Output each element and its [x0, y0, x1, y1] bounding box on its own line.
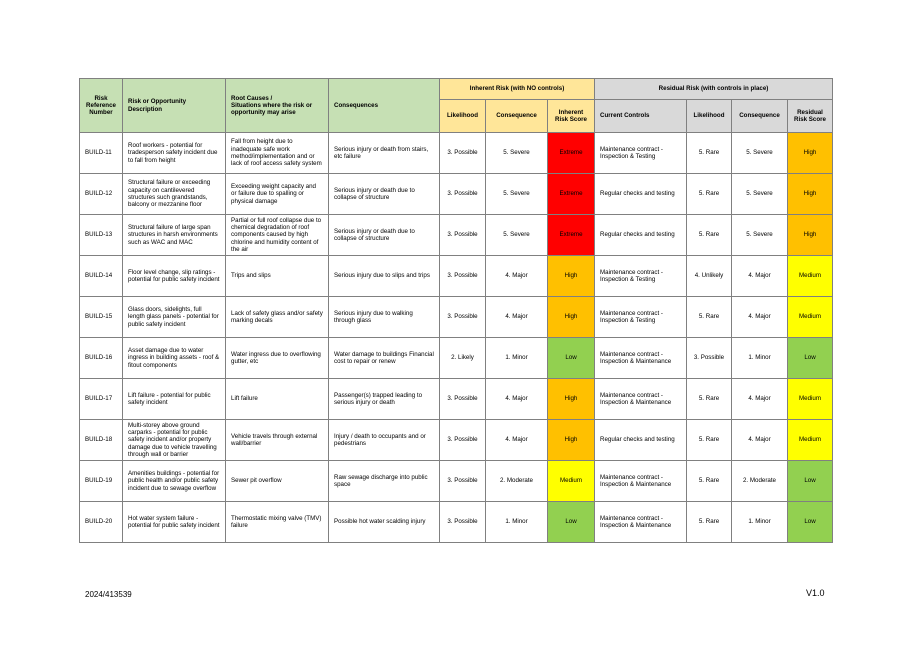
cell-residual-score: Medium — [788, 297, 833, 338]
col-header-ref: Risk Reference Number — [80, 79, 123, 133]
cell-description: Glass doors, sidelights, full length glass panels - potential for public safety incident — [123, 297, 226, 338]
cell-root-cause: Vehicle travels through external wall/barrier — [226, 420, 329, 461]
cell-current-controls: Regular checks and testing — [595, 215, 687, 256]
table-row — [80, 338, 833, 379]
table-row — [80, 461, 833, 502]
cell-residual-score: Low — [788, 502, 833, 543]
cell-consequences: Serious injury or death due to collapse of structure — [329, 174, 440, 215]
cell-ref: BUILD-12 — [80, 174, 123, 215]
cell-residual-likelihood: 5. Rare — [687, 174, 732, 215]
group-header-inherent: Inherent Risk (with NO controls) — [440, 79, 595, 100]
cell-residual-likelihood: 5. Rare — [687, 133, 732, 174]
root-causes-subtitle: Situations where the risk or opportunity may arise — [231, 101, 313, 117]
cell-consequences: Water damage to buildings Financial cost to repair or renew — [329, 338, 440, 379]
cell-inherent-consequence: 5. Severe — [486, 215, 548, 256]
cell-root-cause: Fall from height due to inadequate safe work method/implementation and or lack of roof access safety system — [226, 133, 329, 174]
cell-residual-consequence: 4. Major — [732, 379, 788, 420]
cell-residual-score: High — [788, 133, 833, 174]
cell-root-cause: Partial or full roof collapse due to chemical degradation of roof components caused by high chlorine and humidity content of the air — [226, 215, 329, 256]
cell-current-controls: Maintenance contract - Inspection & Testing — [595, 133, 687, 174]
group-header-residual: Residual Risk (with controls in place) — [595, 79, 833, 100]
table-row — [80, 215, 833, 256]
cell-current-controls: Maintenance contract - Inspection & Maintenance — [595, 502, 687, 543]
col-header-residual-consequence: Consequence — [732, 100, 788, 133]
cell-inherent-likelihood: 3. Possible — [440, 215, 486, 256]
cell-ref: BUILD-18 — [80, 420, 123, 461]
cell-ref: BUILD-16 — [80, 338, 123, 379]
cell-ref: BUILD-14 — [80, 256, 123, 297]
cell-inherent-consequence: 2. Moderate — [486, 461, 548, 502]
cell-residual-likelihood: 5. Rare — [687, 502, 732, 543]
cell-root-cause: Lack of safety glass and/or safety marking decals — [226, 297, 329, 338]
cell-description: Roof workers - potential for tradesperson safety incident due to fall from height — [123, 133, 226, 174]
cell-root-cause: Water ingress due to overflowing gutter, etc — [226, 338, 329, 379]
cell-inherent-consequence: 5. Severe — [486, 133, 548, 174]
cell-inherent-score: High — [548, 297, 595, 338]
cell-consequences: Raw sewage discharge into public space — [329, 461, 440, 502]
cell-ref: BUILD-17 — [80, 379, 123, 420]
cell-ref: BUILD-13 — [80, 215, 123, 256]
col-header-residual-likelihood: Likelihood — [687, 100, 732, 133]
cell-residual-score: High — [788, 215, 833, 256]
cell-consequences: Injury / death to occupants and or pedestrians — [329, 420, 440, 461]
cell-residual-consequence: 4. Major — [732, 256, 788, 297]
cell-residual-consequence: 1. Minor — [732, 338, 788, 379]
cell-ref: BUILD-20 — [80, 502, 123, 543]
cell-current-controls: Maintenance contract - Inspection & Maintenance — [595, 461, 687, 502]
cell-residual-score: Medium — [788, 379, 833, 420]
cell-description: Lift failure - potential for public safety incident — [123, 379, 226, 420]
col-header-current-controls: Current Controls — [595, 100, 687, 133]
cell-description: Multi-storey above ground carparks - potential for public safety incident and/or property damage due to vehicle travelling through wall or barrier — [123, 420, 226, 461]
cell-ref: BUILD-11 — [80, 133, 123, 174]
table-row — [80, 502, 833, 543]
col-header-inherent-consequence: Consequence — [486, 100, 548, 133]
cell-residual-score: Low — [788, 338, 833, 379]
cell-inherent-likelihood: 3. Possible — [440, 461, 486, 502]
cell-consequences: Possible hot water scalding injury — [329, 502, 440, 543]
cell-inherent-consequence: 1. Minor — [486, 338, 548, 379]
cell-residual-score: Medium — [788, 420, 833, 461]
cell-root-cause: Trips and slips — [226, 256, 329, 297]
cell-current-controls: Maintenance contract - Inspection & Testing — [595, 297, 687, 338]
col-header-description: Risk or Opportunity Description — [123, 79, 226, 133]
cell-root-cause: Sewer pit overflow — [226, 461, 329, 502]
cell-residual-likelihood: 5. Rare — [687, 420, 732, 461]
cell-residual-consequence: 5. Severe — [732, 174, 788, 215]
cell-inherent-score: High — [548, 420, 595, 461]
cell-residual-likelihood: 5. Rare — [687, 297, 732, 338]
cell-ref: BUILD-15 — [80, 297, 123, 338]
cell-description: Floor level change, slip ratings - potential for public safety incident — [123, 256, 226, 297]
cell-inherent-likelihood: 3. Possible — [440, 174, 486, 215]
cell-residual-score: Medium — [788, 256, 833, 297]
cell-inherent-likelihood: 2. Likely — [440, 338, 486, 379]
cell-description: Structural failure of large span structures in harsh environments such as WAC and MAC — [123, 215, 226, 256]
table-row — [80, 133, 833, 174]
cell-residual-consequence: 5. Severe — [732, 215, 788, 256]
cell-inherent-likelihood: 3. Possible — [440, 502, 486, 543]
cell-inherent-score: Extreme — [548, 133, 595, 174]
cell-residual-likelihood: 5. Rare — [687, 379, 732, 420]
cell-residual-consequence: 1. Minor — [732, 502, 788, 543]
cell-residual-likelihood: 5. Rare — [687, 215, 732, 256]
cell-current-controls: Maintenance contract - Inspection & Maintenance — [595, 379, 687, 420]
cell-inherent-score: Extreme — [548, 174, 595, 215]
cell-inherent-score: Medium — [548, 461, 595, 502]
cell-inherent-likelihood: 3. Possible — [440, 256, 486, 297]
col-header-inherent-score: Inherent Risk Score — [548, 100, 595, 133]
document-number: 2024/413539 — [85, 590, 132, 599]
cell-residual-score: Low — [788, 461, 833, 502]
cell-root-cause: Thermostatic mixing valve (TMV) failure — [226, 502, 329, 543]
cell-inherent-score: High — [548, 379, 595, 420]
cell-current-controls: Maintenance contract - Inspection & Maintenance — [595, 338, 687, 379]
col-header-inherent-likelihood: Likelihood — [440, 100, 486, 133]
cell-inherent-score: Extreme — [548, 215, 595, 256]
cell-inherent-score: Low — [548, 338, 595, 379]
cell-residual-consequence: 5. Severe — [732, 133, 788, 174]
col-header-residual-score: Residual Risk Score — [788, 100, 833, 133]
cell-inherent-score: Low — [548, 502, 595, 543]
cell-ref: BUILD-19 — [80, 461, 123, 502]
cell-consequences: Serious injury or death due to collapse of structure — [329, 215, 440, 256]
cell-inherent-consequence: 1. Minor — [486, 502, 548, 543]
cell-root-cause: Lift failure — [226, 379, 329, 420]
cell-residual-likelihood: 3. Possible — [687, 338, 732, 379]
cell-consequences: Serious injury or death from stairs, etc failure — [329, 133, 440, 174]
col-header-consequences: Consequences — [329, 79, 440, 133]
cell-residual-consequence: 2. Moderate — [732, 461, 788, 502]
cell-inherent-consequence: 4. Major — [486, 297, 548, 338]
cell-description: Asset damage due to water ingress in building assets - roof & fitout components — [123, 338, 226, 379]
table-row — [80, 256, 833, 297]
table-row — [80, 174, 833, 215]
cell-consequences: Serious injury due to walking through glass — [329, 297, 440, 338]
cell-current-controls: Regular checks and testing — [595, 174, 687, 215]
cell-inherent-consequence: 4. Major — [486, 256, 548, 297]
cell-description: Amenities buildings - potential for public health and/or public safety incident due to sewage overflow — [123, 461, 226, 502]
cell-inherent-consequence: 4. Major — [486, 379, 548, 420]
cell-root-cause: Exceeding weight capacity and or failure due to spalling or physical damage — [226, 174, 329, 215]
version-label: V1.0 — [806, 588, 825, 598]
root-causes-title: Root Causes / — [231, 94, 273, 102]
cell-inherent-score: High — [548, 256, 595, 297]
table-row — [80, 420, 833, 461]
cell-inherent-consequence: 5. Severe — [486, 174, 548, 215]
cell-consequences: Passenger(s) trapped leading to serious injury or death — [329, 379, 440, 420]
col-header-root-causes — [226, 79, 329, 133]
cell-residual-score: High — [788, 174, 833, 215]
cell-inherent-consequence: 4. Major — [486, 420, 548, 461]
cell-description: Hot water system failure - potential for public safety incident — [123, 502, 226, 543]
cell-inherent-likelihood: 3. Possible — [440, 420, 486, 461]
cell-residual-likelihood: 5. Rare — [687, 461, 732, 502]
cell-inherent-likelihood: 3. Possible — [440, 133, 486, 174]
cell-consequences: Serious injury due to slips and trips — [329, 256, 440, 297]
cell-inherent-likelihood: 3. Possible — [440, 379, 486, 420]
cell-current-controls: Regular checks and testing — [595, 420, 687, 461]
cell-residual-likelihood: 4. Unlikely — [687, 256, 732, 297]
table-row — [80, 379, 833, 420]
cell-residual-consequence: 4. Major — [732, 420, 788, 461]
table-row — [80, 297, 833, 338]
risk-register-table — [79, 78, 833, 543]
cell-inherent-likelihood: 3. Possible — [440, 297, 486, 338]
cell-residual-consequence: 4. Major — [732, 297, 788, 338]
cell-description: Structural failure or exceeding capacity on cantilevered structures such grandstands, balcony or mezzanine floor — [123, 174, 226, 215]
cell-current-controls: Maintenance contract - Inspection & Testing — [595, 256, 687, 297]
